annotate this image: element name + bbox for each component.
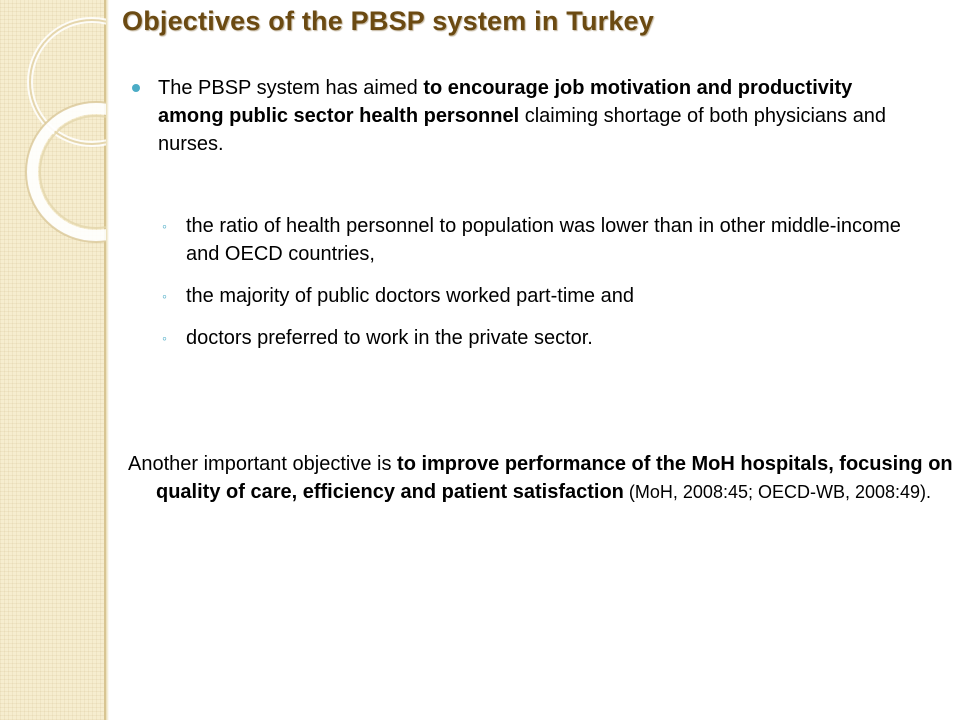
slide-title: Objectives of the PBSP system in Turkey <box>122 6 654 36</box>
ring-bullet-icon: ◦ <box>162 288 167 304</box>
sub-bullet-text: the majority of public doctors worked part-time and <box>186 285 634 307</box>
decorative-rings-icon <box>0 0 106 720</box>
sub-bullet-item <box>158 212 918 268</box>
ring-bullet-icon: ◦ <box>162 218 167 234</box>
slide-content <box>128 74 918 366</box>
decorative-side-panel <box>0 0 106 720</box>
bullet-text-end: claiming shortage of both physicians and nurses. <box>158 105 887 155</box>
bullet-text-bold: to encourage job motivation and productivity among public sector health personnel <box>158 77 853 127</box>
bullet-text-intro: The PBSP system has aimed <box>158 77 424 99</box>
sub-bullet-item <box>158 324 918 352</box>
objective-text-intro: Another important objective is <box>128 453 398 475</box>
main-bullet <box>128 74 918 158</box>
sub-bullet-text: the ratio of health personnel to population was lower than in other middle-income and OECD countries, <box>186 215 901 265</box>
sub-bullet-text: doctors preferred to work in the private sector. <box>186 327 593 349</box>
sub-bullet-item <box>158 282 918 310</box>
ring-bullet-icon: ◦ <box>162 330 167 346</box>
objective-text-bold: to improve performance of the MoH hospitals, focusing on quality of care, efficiency and patient satisfaction <box>156 453 953 503</box>
citation-text: (MoH, 2008:45; OECD-WB, 2008:49). <box>623 482 932 502</box>
sub-bullet-list <box>128 212 918 352</box>
bullet-dot-icon <box>132 84 140 92</box>
side-panel-edge <box>106 0 109 720</box>
objective-paragraph <box>128 450 956 506</box>
